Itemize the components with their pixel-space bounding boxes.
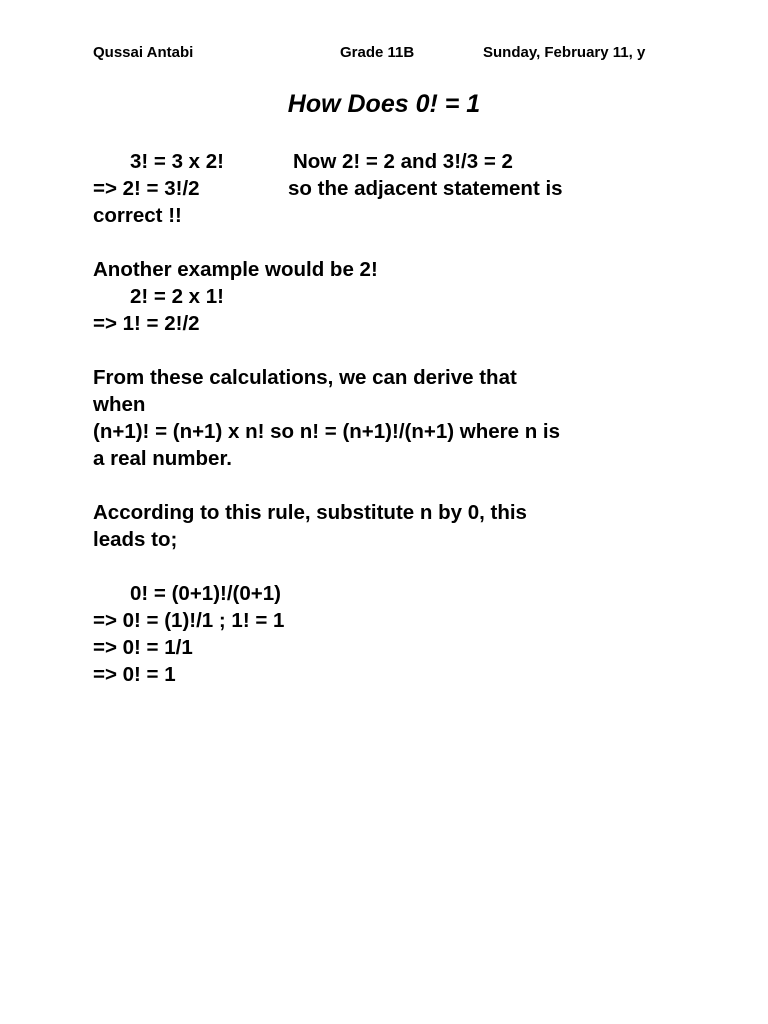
document-title-text: How Does 0! = 1 xyxy=(287,90,481,118)
document-body xyxy=(93,148,693,688)
author-name: Qussai Antabi xyxy=(93,44,194,61)
text-line: Another example would be 2! xyxy=(93,258,378,281)
text-line: (n+1)! = (n+1) x n! so n! = (n+1)!/(n+1) where n is xyxy=(93,420,561,443)
text-line xyxy=(93,148,693,175)
text-line: According to this rule, substitute n by 0, this xyxy=(93,501,527,524)
text-line xyxy=(93,175,693,202)
text-line: 0! = (0+1)!/(0+1) xyxy=(130,582,281,605)
page-header xyxy=(0,44,768,64)
text-line: => 0! = 1 xyxy=(93,663,176,686)
paragraph-gap xyxy=(93,229,693,256)
text-line: => 0! = (1)!/1 ; 1! = 1 xyxy=(93,609,285,632)
text-line: => 1! = 2!/2 xyxy=(93,312,200,335)
text-line-left: 3! = 3 x 2! xyxy=(130,150,225,173)
paragraph-gap xyxy=(93,553,693,580)
date-label: Sunday, February 11, y xyxy=(483,44,646,61)
text-line: correct !! xyxy=(93,204,182,227)
text-line: => 0! = 1/1 xyxy=(93,636,193,659)
text-line: From these calculations, we can derive that xyxy=(93,366,517,389)
text-line-left: => 2! = 3!/2 xyxy=(93,177,200,200)
grade-label: Grade 11B xyxy=(340,44,415,61)
text-line-right: so the adjacent statement is xyxy=(288,177,563,200)
text-line: when xyxy=(93,393,146,416)
paragraph-gap xyxy=(93,337,693,364)
text-line: leads to; xyxy=(93,528,178,551)
text-line: a real number. xyxy=(93,447,233,470)
text-line-right: Now 2! = 2 and 3!/3 = 2 xyxy=(293,150,513,173)
paragraph-gap xyxy=(93,472,693,499)
document-title xyxy=(0,90,768,119)
text-line: 2! = 2 x 1! xyxy=(130,285,225,308)
